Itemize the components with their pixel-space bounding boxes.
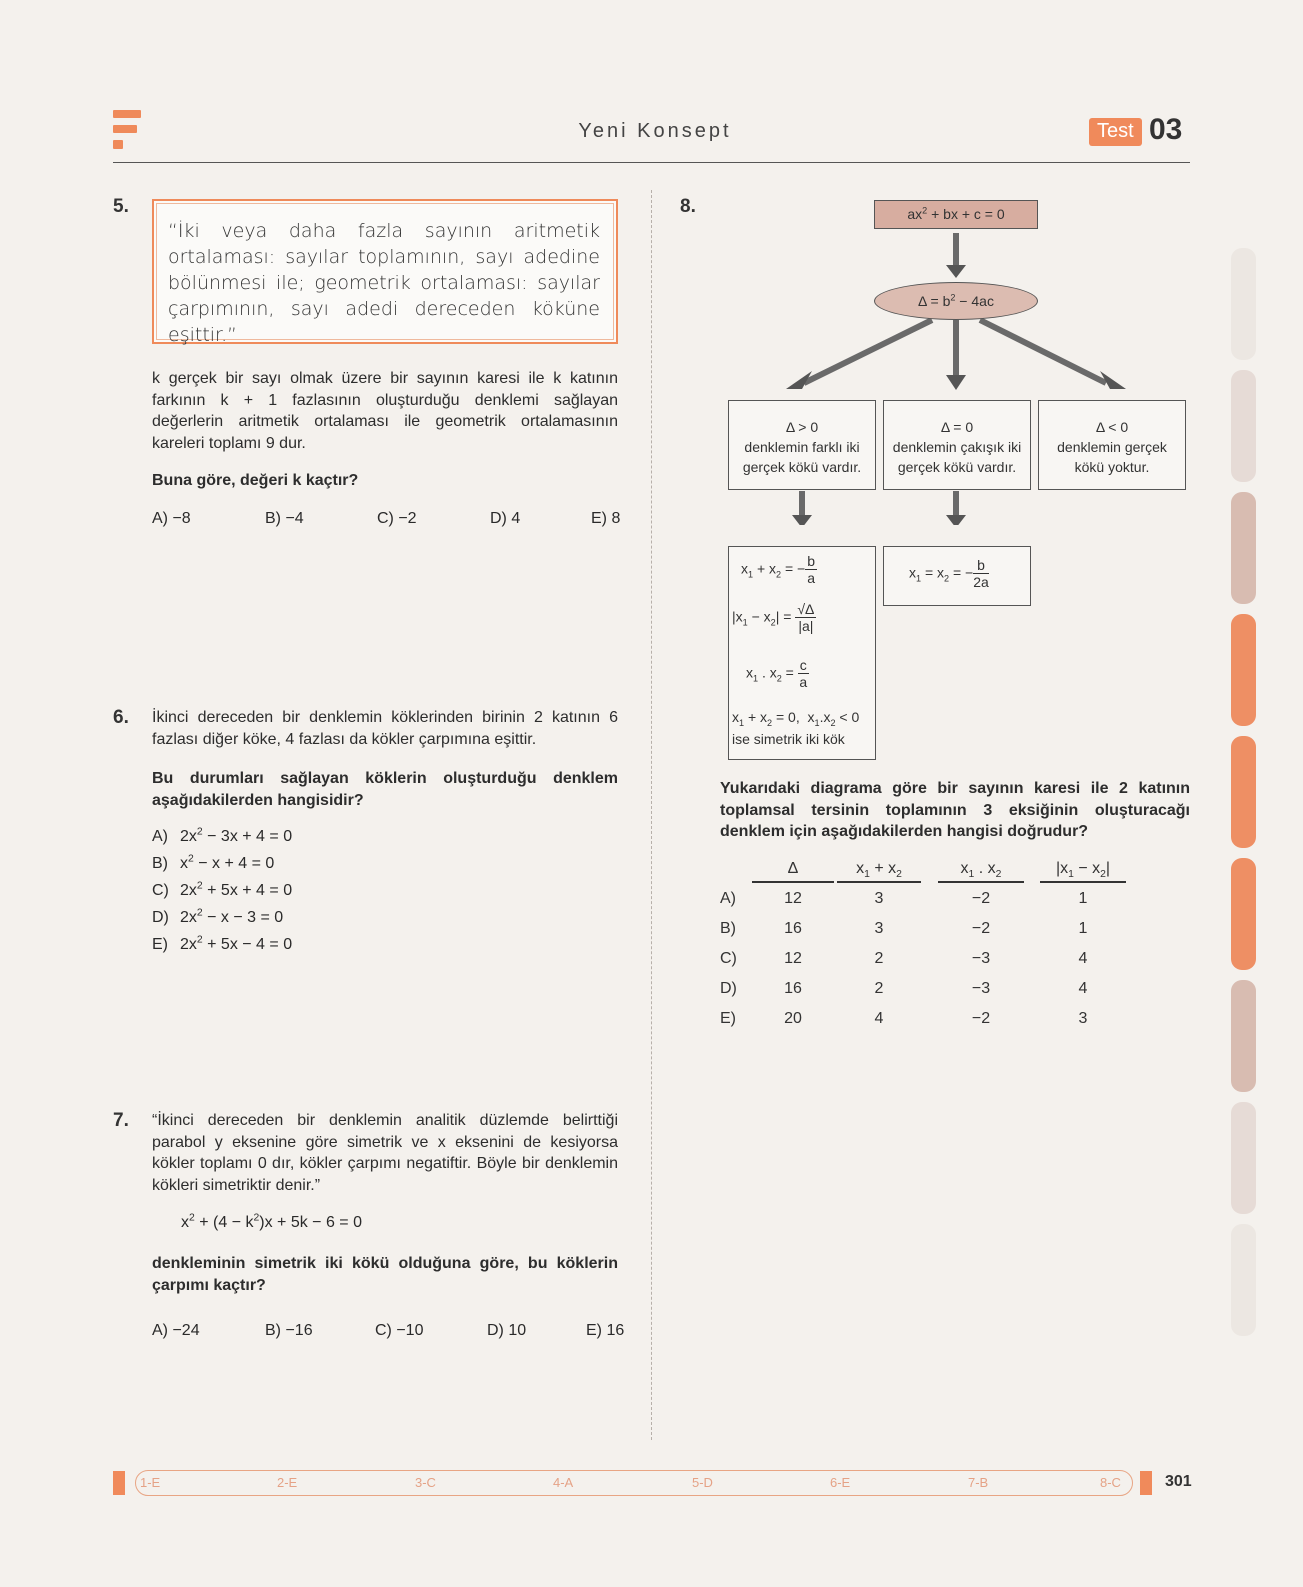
sum-value: 4 (874, 1010, 884, 1027)
question-7-option-b[interactable]: B) −16 (265, 1322, 313, 1339)
sum-value: 3 (874, 890, 884, 907)
answer-key-item: 7-B (968, 1475, 989, 1490)
section-tab-4[interactable] (1231, 614, 1256, 726)
answer-key-item: 6-E (830, 1475, 851, 1490)
table-header-abs-difference: $|x_1 - x_2|$ (1040, 860, 1126, 883)
delta-value: 16 (784, 920, 802, 937)
question-5-quote-box (152, 199, 618, 344)
abs-difference-value: 1 (1078, 890, 1088, 907)
delta-value: 12 (784, 890, 802, 907)
test-badge: Test (1089, 118, 1142, 146)
delta-value: 12 (784, 950, 802, 967)
option-letter: C) (720, 950, 737, 967)
section-tab-9[interactable] (1231, 1224, 1256, 1336)
question-7-number: 7. (113, 1110, 129, 1131)
diagram-case-negative: Δ < 0 denklemin gerçek kökü yoktur. (1038, 400, 1186, 490)
delta-value: 20 (784, 1010, 802, 1027)
question-5-option-b[interactable]: B) −4 (265, 510, 304, 527)
question-5-number: 5. (113, 196, 129, 217)
product-value: −3 (971, 950, 991, 967)
diagram-quadratic-equation: $ax^2$ + bx + c = 0 (874, 200, 1038, 229)
section-tab-8[interactable] (1231, 1102, 1256, 1214)
answer-key-item: 2-E (277, 1475, 298, 1490)
answer-key-item: 5-D (692, 1475, 713, 1490)
sum-value: 2 (874, 980, 884, 997)
question-5-option-c[interactable]: C) −2 (377, 510, 417, 527)
question-7-option-a[interactable]: A) −24 (152, 1322, 200, 1339)
formula-symmetric-note: ise simetrik iki kök (732, 731, 845, 747)
answer-key-item: 8-C (1100, 1475, 1121, 1490)
option-letter: B) (720, 920, 736, 937)
formula-symmetric: $x_1 + x_2 = 0$, $x_1.x_2 < 0$ (732, 709, 860, 728)
table-header-delta: Δ (752, 860, 834, 883)
question-8-number: 8. (680, 196, 696, 217)
product-value: −2 (971, 1010, 991, 1027)
section-tab-7[interactable] (1231, 980, 1256, 1092)
diagram-formulas-positive (728, 546, 876, 760)
abs-difference-value: 1 (1078, 920, 1088, 937)
diagram-formula-zero (883, 546, 1031, 606)
footer-right-marker (1140, 1471, 1152, 1495)
question-5-option-a[interactable]: A) −8 (152, 510, 191, 527)
footer-left-marker (113, 1471, 125, 1495)
question-7-option-c[interactable]: C) −10 (375, 1322, 424, 1339)
option-letter: D) (720, 980, 737, 997)
question-6-option-b[interactable]: B) $x^2 - x + 4 = 0$ (152, 853, 275, 872)
header-divider (113, 162, 1190, 163)
question-6-option-c[interactable]: C) $2x^2 + 5x + 4 = 0$ (152, 880, 293, 899)
product-value: −3 (971, 980, 991, 997)
sum-value: 2 (874, 950, 884, 967)
abs-difference-value: 4 (1078, 980, 1088, 997)
question-5-option-e[interactable]: E) 8 (591, 510, 621, 527)
section-tab-3[interactable] (1231, 492, 1256, 604)
abs-difference-value: 3 (1078, 1010, 1088, 1027)
question-6-prompt: Bu durumları sağlayan köklerin oluşturduğu denklem aşağıdakilerden hangisidir? (152, 770, 618, 809)
page-number: 301 (1165, 1473, 1192, 1490)
product-value: −2 (971, 890, 991, 907)
formula-double-root: $x_1 = x_2$ = − $\frac{b}{2a}$ (909, 557, 989, 590)
section-tab-1[interactable] (1231, 248, 1256, 360)
formula-difference: $|x_1 - x_2|$ = $\frac{√\Delta}{|a|}$ (732, 601, 815, 634)
publisher-logo (113, 110, 143, 152)
question-5-quote: “İki veya daha fazla sayının aritmetik ortalaması: sayılar toplamının, sayı adedine bölünmesi ile; geometrik ortalaması: sayılar çarpımının, sayı adedi dereceden köküne eşittir.” (168, 220, 600, 346)
section-tab-5[interactable] (1231, 736, 1256, 848)
product-value: −2 (971, 920, 991, 937)
delta-value: 16 (784, 980, 802, 997)
question-5-text: k gerçek bir sayı olmak üzere bir sayının karesi ile k katının farkının k + 1 fazlasının oluşturduğu denklemi sağlayan değerlerin aritmetik ortalaması ile geometrik ortalamasının kareleri toplamı 9 dur. (152, 370, 618, 452)
table-header-sum: $x_1 + x_2$ (837, 860, 921, 883)
question-6-option-d[interactable]: D) $2x^2 - x - 3 = 0$ (152, 907, 284, 926)
question-7-prompt: denkleminin simetrik iki kökü olduğuna göre, bu köklerin çarpımı kaçtır? (152, 1255, 618, 1294)
question-6-option-e[interactable]: E) $2x^2 + 5x - 4 = 0$ (152, 934, 293, 953)
question-7-option-e[interactable]: E) 16 (586, 1322, 625, 1339)
question-7-equation: $x^2 + (4 - k^2)x + 5k - 6 = 0$ (181, 1212, 362, 1231)
column-divider (651, 190, 652, 1440)
question-7-text: “İkinci dereceden bir denklemin analitik düzlemde belirttiği parabol y eksenine göre simetrik ve x eksenini de kesiyorsa kökler toplamı 0 dır, kökler çarpımı negatiftir. Böyle bir denklemin kökleri simetriktir denir.” (152, 1112, 618, 1194)
answer-key-item: 4-A (553, 1475, 574, 1490)
question-5-prompt: Buna göre, değeri k kaçtır? (152, 472, 359, 489)
formula-sum: $x_1 + x_2$ = − $\frac{b}{a}$ (741, 553, 816, 586)
abs-difference-value: 4 (1078, 950, 1088, 967)
diagram-discriminant: $\Delta = b^2 - 4ac$ (874, 282, 1038, 320)
section-tab-6[interactable] (1231, 858, 1256, 970)
question-5-option-d[interactable]: D) 4 (490, 510, 521, 527)
answer-key-item: 1-E (140, 1475, 161, 1490)
question-7-option-d[interactable]: D) 10 (487, 1322, 527, 1339)
question-6-number: 6. (113, 707, 129, 728)
option-letter: A) (720, 890, 736, 907)
table-header-product: $x_1$ . $x_2$ (938, 860, 1024, 883)
option-letter: E) (720, 1010, 736, 1027)
sum-value: 3 (874, 920, 884, 937)
diagram-case-zero: Δ = 0 denklemin çakışık iki gerçek kökü vardır. (883, 400, 1031, 490)
diagram-case-positive: Δ > 0 denklemin farklı iki gerçek kökü vardır. (728, 400, 876, 490)
section-tab-2[interactable] (1231, 370, 1256, 482)
test-number: 03 (1149, 113, 1183, 146)
formula-product: $x_1$ . $x_2$ = $\frac{c}{a}$ (746, 657, 808, 690)
question-8-prompt: Yukarıdaki diagrama göre bir sayının karesi ile 2 katının toplamsal tersinin toplamının 3 eksiğinin oluşturacağı denklem için aşağıdakilerden hangisi doğrudur? (720, 780, 1190, 840)
book-title: Yeni Konsept (578, 120, 732, 142)
question-6-text: İkinci dereceden bir denklemin köklerinden birinin 2 katının 6 fazlası diğer köke, 4 fazlası da kökler çarpımına eşittir. (152, 709, 618, 748)
answer-key-item: 3-C (415, 1475, 436, 1490)
question-6-option-a[interactable]: A) $2x^2 - 3x + 4 = 0$ (152, 826, 293, 845)
